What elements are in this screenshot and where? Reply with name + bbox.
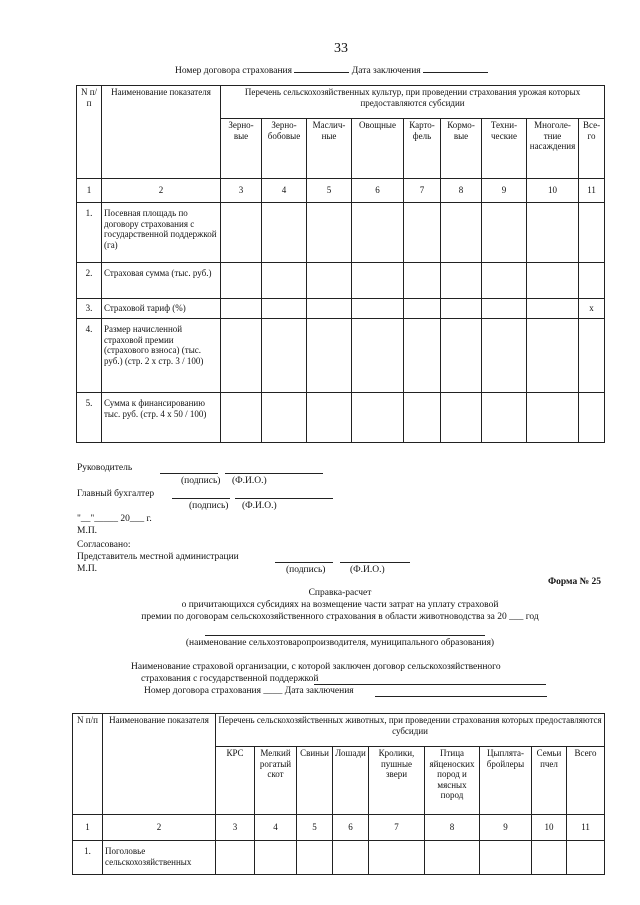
data-cell[interactable] — [404, 393, 441, 443]
data-cell[interactable] — [307, 299, 352, 319]
representative-fio-line[interactable] — [340, 562, 410, 563]
data-cell[interactable] — [221, 299, 262, 319]
data-cell[interactable] — [352, 319, 404, 393]
stamp-label-2: М.П. — [77, 564, 98, 574]
col-header: Кролики, пушные звери — [369, 747, 425, 815]
index-cell: 6 — [352, 179, 404, 203]
form-subtitle-2: премии по договорам сельскохозяйственного страхования в области животноводства за 20 ___ год — [141, 612, 539, 622]
data-cell[interactable] — [307, 203, 352, 263]
index-cell: 3 — [216, 815, 255, 841]
col-header: Всего — [567, 747, 605, 815]
col-header: Кормовые — [441, 119, 482, 179]
contract-date-field[interactable] — [423, 63, 488, 73]
row-number: 5. — [77, 393, 102, 443]
data-cell[interactable] — [441, 299, 482, 319]
data-cell[interactable] — [532, 841, 567, 875]
data-cell[interactable] — [425, 841, 480, 875]
row-number: 1. — [73, 841, 103, 875]
data-cell[interactable] — [369, 841, 425, 875]
row-number: 1. — [77, 203, 102, 263]
contract-line-2: Номер договора страхования ____ Дата заключения — [144, 686, 354, 696]
fio-caption: (Ф.И.О.) — [232, 476, 267, 486]
signature-caption: (подпись) — [286, 565, 326, 575]
row-label: Поголовье сельскохозяйственных — [103, 841, 216, 875]
row-label: Размер начисленной страховой премии (страхового взноса) (тыс. руб.) (стр. 2 x стр. 3 / 100) — [102, 319, 221, 393]
data-cell[interactable] — [482, 299, 527, 319]
row-label: Страховая сумма (тыс. руб.) — [102, 263, 221, 299]
livestock-group-header: Перечень сельскохозяйственных животных, при проведении страхования которых предоставляются субсидии — [216, 714, 605, 747]
table-row — [77, 299, 605, 319]
data-cell[interactable] — [255, 841, 297, 875]
index-cell: 9 — [482, 179, 527, 203]
col-header: Масличные — [307, 119, 352, 179]
data-cell[interactable] — [480, 841, 532, 875]
data-cell[interactable] — [352, 263, 404, 299]
col-header: Лошади — [333, 747, 369, 815]
data-cell[interactable] — [307, 319, 352, 393]
form-subtitle-1: о причитающихся субсидиях на возмещение части затрат на уплату страховой — [181, 600, 499, 610]
data-cell[interactable] — [404, 299, 441, 319]
contract-number-label: Номер договора страхования — [175, 66, 292, 76]
col-header: КРС — [216, 747, 255, 815]
row-label: Страховой тариф (%) — [102, 299, 221, 319]
data-cell[interactable] — [527, 393, 579, 443]
data-cell[interactable] — [527, 263, 579, 299]
date-line: "__"_____ 20___ г. — [77, 514, 152, 524]
representative-label: Представитель местной администрации — [77, 552, 239, 562]
index-cell: 4 — [255, 815, 297, 841]
data-cell[interactable] — [404, 203, 441, 263]
data-cell[interactable] — [482, 393, 527, 443]
table-row — [77, 203, 605, 263]
contract-number-field[interactable] — [294, 63, 349, 73]
table-row — [77, 319, 605, 393]
data-cell[interactable] — [579, 319, 605, 393]
data-cell[interactable] — [404, 319, 441, 393]
livestock-subsidy-table — [72, 713, 605, 875]
data-cell[interactable] — [262, 203, 307, 263]
col-header: Зерновые — [221, 119, 262, 179]
index-cell: 3 — [221, 179, 262, 203]
head-fio-line[interactable] — [225, 473, 323, 474]
data-cell[interactable] — [527, 299, 579, 319]
data-cell[interactable] — [262, 299, 307, 319]
col-n-header: N п/п — [73, 714, 103, 815]
col-header: Семьи пчел — [532, 747, 567, 815]
index-cell: 1 — [77, 179, 102, 203]
signature-caption: (подпись) — [181, 476, 221, 486]
data-cell[interactable] — [527, 319, 579, 393]
index-cell: 1 — [73, 815, 103, 841]
col-header: Всего — [579, 119, 605, 179]
accountant-label: Главный бухгалтер — [77, 489, 155, 499]
index-cell: 10 — [532, 815, 567, 841]
excluded-cell: x — [579, 299, 605, 319]
contract-date-label: Дата заключения — [351, 66, 421, 76]
col-header: Овощные — [352, 119, 404, 179]
index-cell: 10 — [527, 179, 579, 203]
table-row — [73, 841, 605, 875]
data-cell[interactable] — [221, 319, 262, 393]
form-number: Форма № 25 — [548, 577, 602, 587]
data-cell[interactable] — [567, 841, 605, 875]
head-label: Руководитель — [77, 463, 133, 473]
col-header: Картофель — [404, 119, 441, 179]
index-cell: 8 — [425, 815, 480, 841]
insurer-name-line[interactable] — [314, 684, 546, 685]
head-signature-line[interactable] — [160, 473, 218, 474]
col-header: Мелкий рогатый скот — [255, 747, 297, 815]
accountant-signature-line[interactable] — [172, 498, 230, 499]
producer-name-line[interactable] — [205, 635, 485, 636]
stamp-label: М.П. — [77, 526, 98, 536]
data-cell[interactable] — [527, 203, 579, 263]
data-cell[interactable] — [221, 263, 262, 299]
row-number: 3. — [77, 299, 102, 319]
fio-caption: (Ф.И.О.) — [350, 565, 385, 575]
row-number: 2. — [77, 263, 102, 299]
data-cell[interactable] — [441, 203, 482, 263]
data-cell[interactable] — [262, 393, 307, 443]
index-cell: 2 — [102, 179, 221, 203]
index-cell: 7 — [369, 815, 425, 841]
insurer-label-2: страхования с государственной поддержкой — [141, 674, 319, 684]
data-cell[interactable] — [441, 319, 482, 393]
col-header: Птица яйценоских пород и мясных пород — [425, 747, 480, 815]
col-header: Технические — [482, 119, 527, 179]
index-cell: 4 — [262, 179, 307, 203]
index-cell: 8 — [441, 179, 482, 203]
data-cell[interactable] — [579, 263, 605, 299]
index-cell: 7 — [404, 179, 441, 203]
row-number: 4. — [77, 319, 102, 393]
data-cell[interactable] — [352, 393, 404, 443]
table-row — [77, 263, 605, 299]
data-cell[interactable] — [307, 393, 352, 443]
crops-group-header: Перечень сельскохозяйственных культур, при проведении страхования урожая которых предоставляются субсидии — [221, 86, 605, 119]
page-number: 33 — [334, 41, 348, 56]
index-cell: 2 — [103, 815, 216, 841]
col-n-header: N п/п — [77, 86, 102, 179]
col-name-header: Наименование показателя — [102, 86, 221, 179]
form-title: Справка-расчет — [308, 588, 372, 598]
data-cell[interactable] — [333, 841, 369, 875]
index-cell: 9 — [480, 815, 532, 841]
data-cell[interactable] — [579, 393, 605, 443]
producer-name-caption: (наименование сельхозтоваропроизводителя, муниципального образования) — [185, 638, 495, 648]
accountant-fio-line[interactable] — [235, 498, 333, 499]
index-cell: 6 — [333, 815, 369, 841]
index-cell: 11 — [567, 815, 605, 841]
data-cell[interactable] — [441, 393, 482, 443]
signature-caption: (подпись) — [189, 501, 229, 511]
index-cell: 5 — [307, 179, 352, 203]
index-cell: 5 — [297, 815, 333, 841]
col-name-header: Наименование показателя — [103, 714, 216, 815]
col-header: Зернобобовые — [262, 119, 307, 179]
data-cell[interactable] — [262, 319, 307, 393]
col-header: Многолетние насаждения — [527, 119, 579, 179]
crops-subsidy-table — [76, 85, 605, 443]
data-cell[interactable] — [352, 203, 404, 263]
data-cell[interactable] — [262, 263, 307, 299]
row-label: Посевная площадь по договору страхования с государственной поддержкой (га) — [102, 203, 221, 263]
contract-number-line — [175, 63, 488, 77]
table-row — [77, 393, 605, 443]
data-cell[interactable] — [441, 263, 482, 299]
col-header: Свиньи — [297, 747, 333, 815]
index-cell: 11 — [579, 179, 605, 203]
data-cell[interactable] — [404, 263, 441, 299]
data-cell[interactable] — [221, 393, 262, 443]
agreed-label: Согласовано: — [77, 540, 131, 550]
data-cell[interactable] — [216, 841, 255, 875]
data-cell[interactable] — [482, 319, 527, 393]
row-label: Сумма к финансированию тыс. руб. (стр. 4 x 50 / 100) — [102, 393, 221, 443]
data-cell[interactable] — [352, 299, 404, 319]
data-cell[interactable] — [297, 841, 333, 875]
data-cell[interactable] — [221, 203, 262, 263]
data-cell[interactable] — [482, 263, 527, 299]
contract-date-line-2[interactable] — [375, 696, 547, 697]
representative-signature-line[interactable] — [275, 562, 333, 563]
data-cell[interactable] — [482, 203, 527, 263]
insurer-label-1: Наименование страховой организации, с которой заключен договор сельскохозяйственного — [131, 662, 501, 672]
fio-caption: (Ф.И.О.) — [242, 501, 277, 511]
data-cell[interactable] — [307, 263, 352, 299]
col-header: Цыплята-бройлеры — [480, 747, 532, 815]
data-cell[interactable] — [579, 203, 605, 263]
